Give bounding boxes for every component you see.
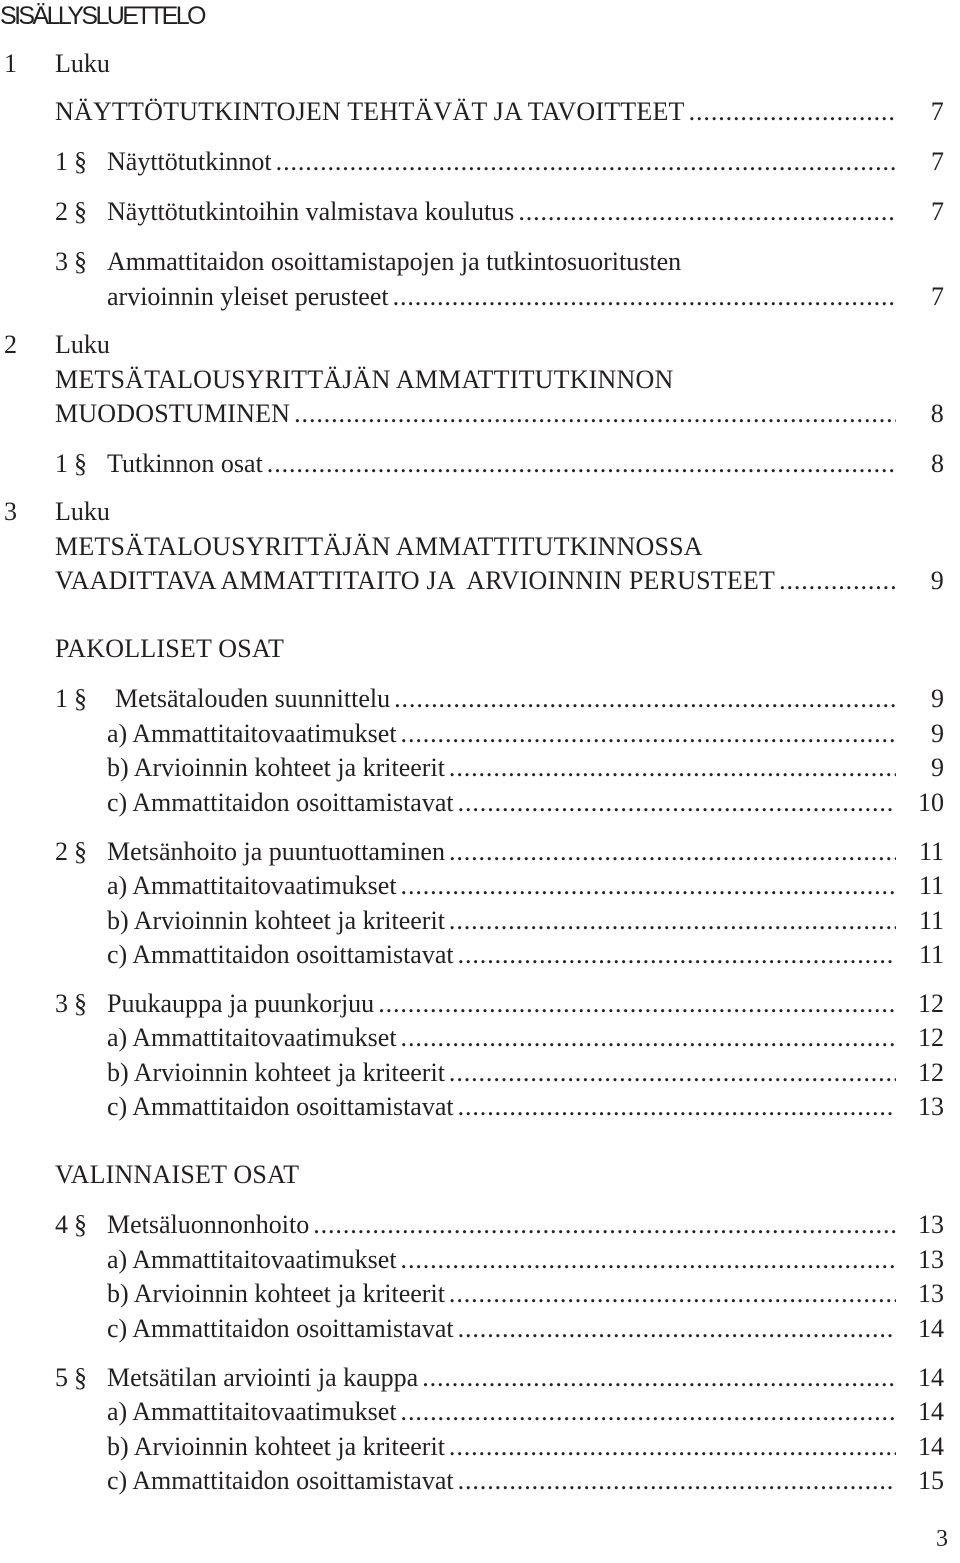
dot-leader: [313, 1207, 896, 1243]
item-label: b) Arvioinnin kohteet ja kriteerit: [107, 1432, 445, 1461]
section-title: Ammattitaidon osoittamistapojen ja tutkintosuoritusten: [107, 247, 682, 276]
item-label: a) Ammattitaitovaatimukset: [107, 1023, 397, 1052]
page-ref: 7: [930, 97, 944, 126]
toc-entry-unit[interactable]: [0, 1207, 944, 1243]
page-ref: 9: [931, 753, 944, 782]
toc-entry-chapter-1[interactable]: [0, 94, 944, 130]
page-ref: 9: [931, 719, 944, 748]
dot-leader: [449, 1429, 896, 1465]
section-sign-icon: §: [74, 837, 87, 866]
dot-leader: [449, 750, 896, 786]
item-label: a) Ammattitaitovaatimukset: [107, 1397, 397, 1426]
page-ref: 11: [918, 871, 944, 900]
toc-entry-item[interactable]: [0, 1394, 944, 1430]
item-label: a) Ammattitaitovaatimukset: [107, 871, 397, 900]
page-ref: 8: [931, 449, 944, 478]
chapter-1-label-line: [0, 46, 944, 82]
unit-title: Metsänhoito ja puuntuottaminen: [107, 837, 445, 866]
item-label: b) Arvioinnin kohteet ja kriteerit: [107, 1058, 445, 1087]
dot-leader: [378, 986, 896, 1022]
toc-entry-item[interactable]: [0, 903, 944, 939]
section-title: Tutkinnon osat: [107, 449, 263, 478]
chapter-label: Luku: [55, 49, 110, 78]
dot-leader: [518, 194, 896, 230]
group-heading-mandatory: [0, 631, 944, 667]
page-ref: 11: [918, 837, 944, 866]
unit-title: Metsätilan arviointi ja kauppa: [107, 1363, 419, 1392]
chapter-label: Luku: [55, 497, 110, 526]
dot-leader: [458, 785, 896, 821]
section-title: Näyttötutkintoihin valmistava koulutus: [107, 197, 515, 226]
dot-leader: [458, 1311, 896, 1347]
toc-entry-section-line-1[interactable]: [0, 244, 944, 280]
page-ref: 12: [918, 989, 944, 1018]
chapter-3-label-line: [0, 494, 944, 530]
dot-leader: [458, 937, 896, 973]
chapter-heading-continued: VAADITTAVA AMMATTITAITO JA ARVIOINNIN PERUSTEET: [55, 566, 776, 595]
toc-entry-item[interactable]: [0, 1276, 944, 1312]
item-label: b) Arvioinnin kohteet ja kriteerit: [107, 1279, 445, 1308]
dot-leader: [458, 1089, 896, 1125]
page-ref: 7: [931, 282, 944, 311]
group-heading: PAKOLLISET OSAT: [55, 634, 285, 663]
item-label: c) Ammattitaidon osoittamistavat: [107, 1092, 454, 1121]
dot-leader: [294, 396, 896, 432]
page-ref: 8: [930, 399, 944, 428]
chapter-number: 2: [4, 330, 17, 359]
page-ref: 7: [931, 147, 944, 176]
toc-entry-item[interactable]: [0, 868, 944, 904]
section-sign-icon: §: [74, 989, 87, 1018]
item-label: b) Arvioinnin kohteet ja kriteerit: [107, 753, 445, 782]
section-sign-icon: §: [74, 684, 87, 713]
toc-entry-section[interactable]: [0, 144, 944, 180]
dot-leader: [401, 1020, 896, 1056]
toc-entry-chapter-2-line-1[interactable]: [0, 362, 944, 398]
section-number: 3: [55, 247, 68, 276]
page-ref: 14: [918, 1363, 944, 1392]
toc-entry-unit[interactable]: [0, 1360, 944, 1396]
dot-leader: [449, 834, 896, 870]
toc-entry-chapter-3-line-2[interactable]: [0, 563, 944, 599]
toc-entry-item[interactable]: [0, 1463, 944, 1499]
unit-number: 4: [55, 1210, 68, 1239]
section-sign-icon: §: [74, 197, 87, 226]
chapter-2-label-line: [0, 327, 944, 363]
dot-leader: [401, 1242, 896, 1278]
toc-entry-section[interactable]: [0, 446, 944, 482]
page-number: 3: [936, 1526, 948, 1552]
toc-entry-unit[interactable]: [0, 834, 944, 870]
chapter-label: Luku: [55, 330, 110, 359]
page-ref: 9: [930, 566, 944, 595]
section-sign-icon: §: [74, 1210, 87, 1239]
item-label: c) Ammattitaidon osoittamistavat: [107, 1466, 454, 1495]
dot-leader: [393, 279, 896, 315]
unit-title: Metsätalouden suunnittelu: [115, 684, 391, 713]
page-ref: 13: [918, 1092, 944, 1121]
unit-number: 5: [55, 1363, 68, 1392]
toc-entry-item[interactable]: [0, 716, 944, 752]
toc-entry-item[interactable]: [0, 1055, 944, 1091]
dot-leader: [458, 1463, 896, 1499]
page-ref: 12: [918, 1058, 944, 1087]
toc-entry-chapter-3-line-1[interactable]: [0, 529, 944, 565]
section-sign-icon: §: [74, 147, 87, 176]
page-ref: 12: [918, 1023, 944, 1052]
dot-leader: [276, 144, 896, 180]
section-title-continued: arvioinnin yleiset perusteet: [107, 282, 389, 311]
item-label: c) Ammattitaidon osoittamistavat: [107, 788, 454, 817]
group-heading-optional: [0, 1157, 944, 1193]
section-sign-icon: §: [74, 1363, 87, 1392]
toc-entry-item[interactable]: [0, 1242, 944, 1278]
chapter-heading-continued: MUODOSTUMINEN: [55, 399, 291, 428]
page-title: SISÄLLYSLUETTELO: [0, 2, 204, 30]
toc-entry-unit[interactable]: [0, 681, 944, 717]
chapter-number: 3: [4, 497, 17, 526]
unit-number: 1: [55, 684, 68, 713]
page-ref: 14: [918, 1397, 944, 1426]
chapter-heading: METSÄTALOUSYRITTÄJÄN AMMATTITUTKINNOSSA: [55, 532, 703, 561]
unit-number: 2: [55, 837, 68, 866]
unit-number: 3: [55, 989, 68, 1018]
page-ref: 9: [931, 684, 944, 713]
dot-leader: [422, 1360, 896, 1396]
toc-entry-item[interactable]: [0, 1311, 944, 1347]
page-ref: 11: [918, 906, 944, 935]
item-label: a) Ammattitaitovaatimukset: [107, 1245, 397, 1274]
toc-entry-chapter-2-line-2[interactable]: [0, 396, 944, 432]
toc-entry-item[interactable]: [0, 750, 944, 786]
dot-leader: [689, 94, 896, 130]
toc-entry-item[interactable]: [0, 937, 944, 973]
page-ref: 14: [918, 1314, 944, 1343]
unit-title: Puukauppa ja puunkorjuu: [107, 989, 375, 1018]
dot-leader: [401, 868, 896, 904]
toc-entry-item[interactable]: [0, 1089, 944, 1125]
toc-entry-section-line-2[interactable]: [0, 279, 944, 315]
dot-leader: [401, 716, 896, 752]
toc-entry-unit[interactable]: [0, 986, 944, 1022]
section-number: 2: [55, 197, 68, 226]
chapter-heading: METSÄTALOUSYRITTÄJÄN AMMATTITUTKINNON: [55, 365, 674, 394]
item-label: c) Ammattitaidon osoittamistavat: [107, 940, 454, 969]
page-ref: 15: [918, 1466, 944, 1495]
toc-entry-item[interactable]: [0, 1020, 944, 1056]
item-label: c) Ammattitaidon osoittamistavat: [107, 1314, 454, 1343]
page-ref: 10: [918, 788, 944, 817]
dot-leader: [401, 1394, 896, 1430]
page-ref: 14: [918, 1432, 944, 1461]
dot-leader: [267, 446, 896, 482]
page-ref: 13: [918, 1245, 944, 1274]
section-title: Näyttötutkinnot: [107, 147, 272, 176]
item-label: b) Arvioinnin kohteet ja kriteerit: [107, 906, 445, 935]
dot-leader: [449, 903, 896, 939]
page-ref: 11: [918, 940, 944, 969]
group-heading: VALINNAISET OSAT: [55, 1160, 300, 1189]
chapter-heading: NÄYTTÖTUTKINTOJEN TEHTÄVÄT JA TAVOITTEET: [55, 97, 685, 126]
dot-leader: [394, 681, 896, 717]
section-sign-icon: §: [74, 247, 87, 276]
toc-entry-item[interactable]: [0, 785, 944, 821]
chapter-number: 1: [4, 49, 17, 78]
toc-entry-section[interactable]: [0, 194, 944, 230]
toc-entry-item[interactable]: [0, 1429, 944, 1465]
dot-leader: [449, 1276, 896, 1312]
page-ref: 13: [918, 1279, 944, 1308]
dot-leader: [449, 1055, 896, 1091]
unit-title: Metsäluonnonhoito: [107, 1210, 310, 1239]
section-number: 1: [55, 147, 68, 176]
item-label: a) Ammattitaitovaatimukset: [107, 719, 397, 748]
page-ref: 7: [931, 197, 944, 226]
dot-leader: [779, 563, 896, 599]
page-ref: 13: [918, 1210, 944, 1239]
section-sign-icon: §: [74, 449, 87, 478]
section-number: 1: [55, 449, 68, 478]
